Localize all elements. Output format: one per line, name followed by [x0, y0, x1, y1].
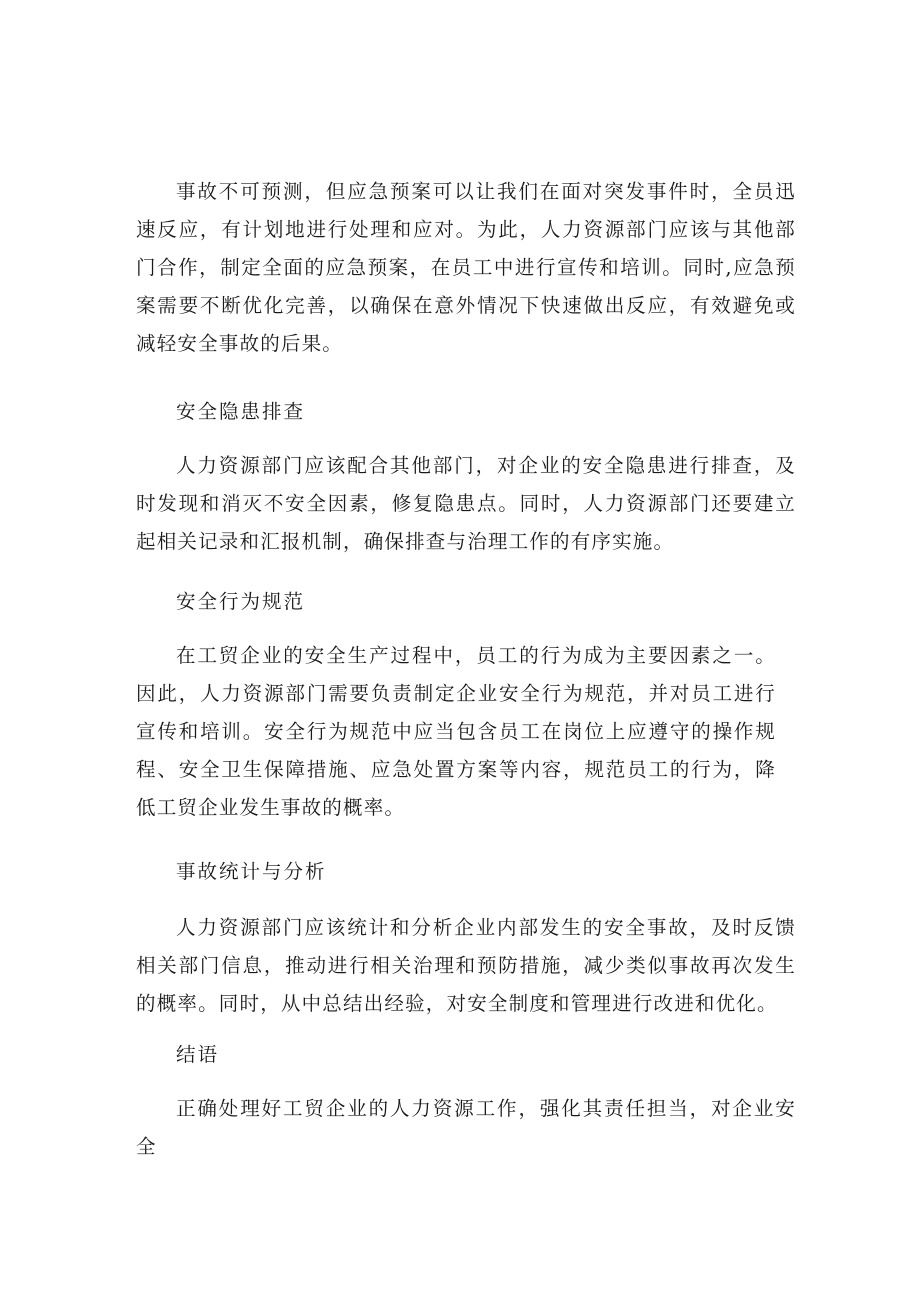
paragraph-conclusion: 正确处理好工贸企业的人力资源工作，强化其责任担当，对企业安全: [136, 1097, 796, 1158]
heading-accident-statistics: 事故统计与分析: [176, 860, 327, 883]
heading-hazard-inspection: 安全隐患排查: [176, 400, 306, 423]
paragraph-hazard-inspection: 人力资源部门应该配合其他部门，对企业的安全隐患进行排查，及时发现和消灭不安全因素，修复隐患点。同时，人力资源部门还要建立起相关记录和汇报机制，确保排查与治理工作的有序实施。: [136, 454, 796, 553]
paragraph-accident-statistics: 人力资源部门应该统计和分析企业内部发生的安全事故，及时反馈相关部门信息，推动进行相关治理和预防措施，减少类似事故再次发生的概率。同时，从中总结出经验，对安全制度和管理进行改进和优化。: [136, 916, 796, 1015]
heading-conclusion: 结语: [176, 1043, 220, 1066]
paragraph-emergency-plan: 事故不可预测，但应急预案可以让我们在面对突发事件时，全员迅速反应，有计划地进行处理和应对。为此，人力资源部门应该与其他部门合作，制定全面的应急预案，在员工中进行宣传和培训。同时,应急预案需要不断优化完善，以确保在意外情况下快速做出反应，有效避免或减轻安全事故的后果。: [136, 180, 796, 355]
heading-safety-behavior: 安全行为规范: [176, 590, 306, 613]
paragraph-safety-behavior: 在工贸企业的安全生产过程中，员工的行为成为主要因素之一。因此，人力资源部门需要负责制定企业安全行为规范，并对员工进行宣传和培训。安全行为规范中应当包含员工在岗位上应遵守的操作规程、安全卫生保障措施、应急处置方案等内容，规范员工的行为，降低工贸企业发生事故的概率。: [136, 644, 776, 819]
